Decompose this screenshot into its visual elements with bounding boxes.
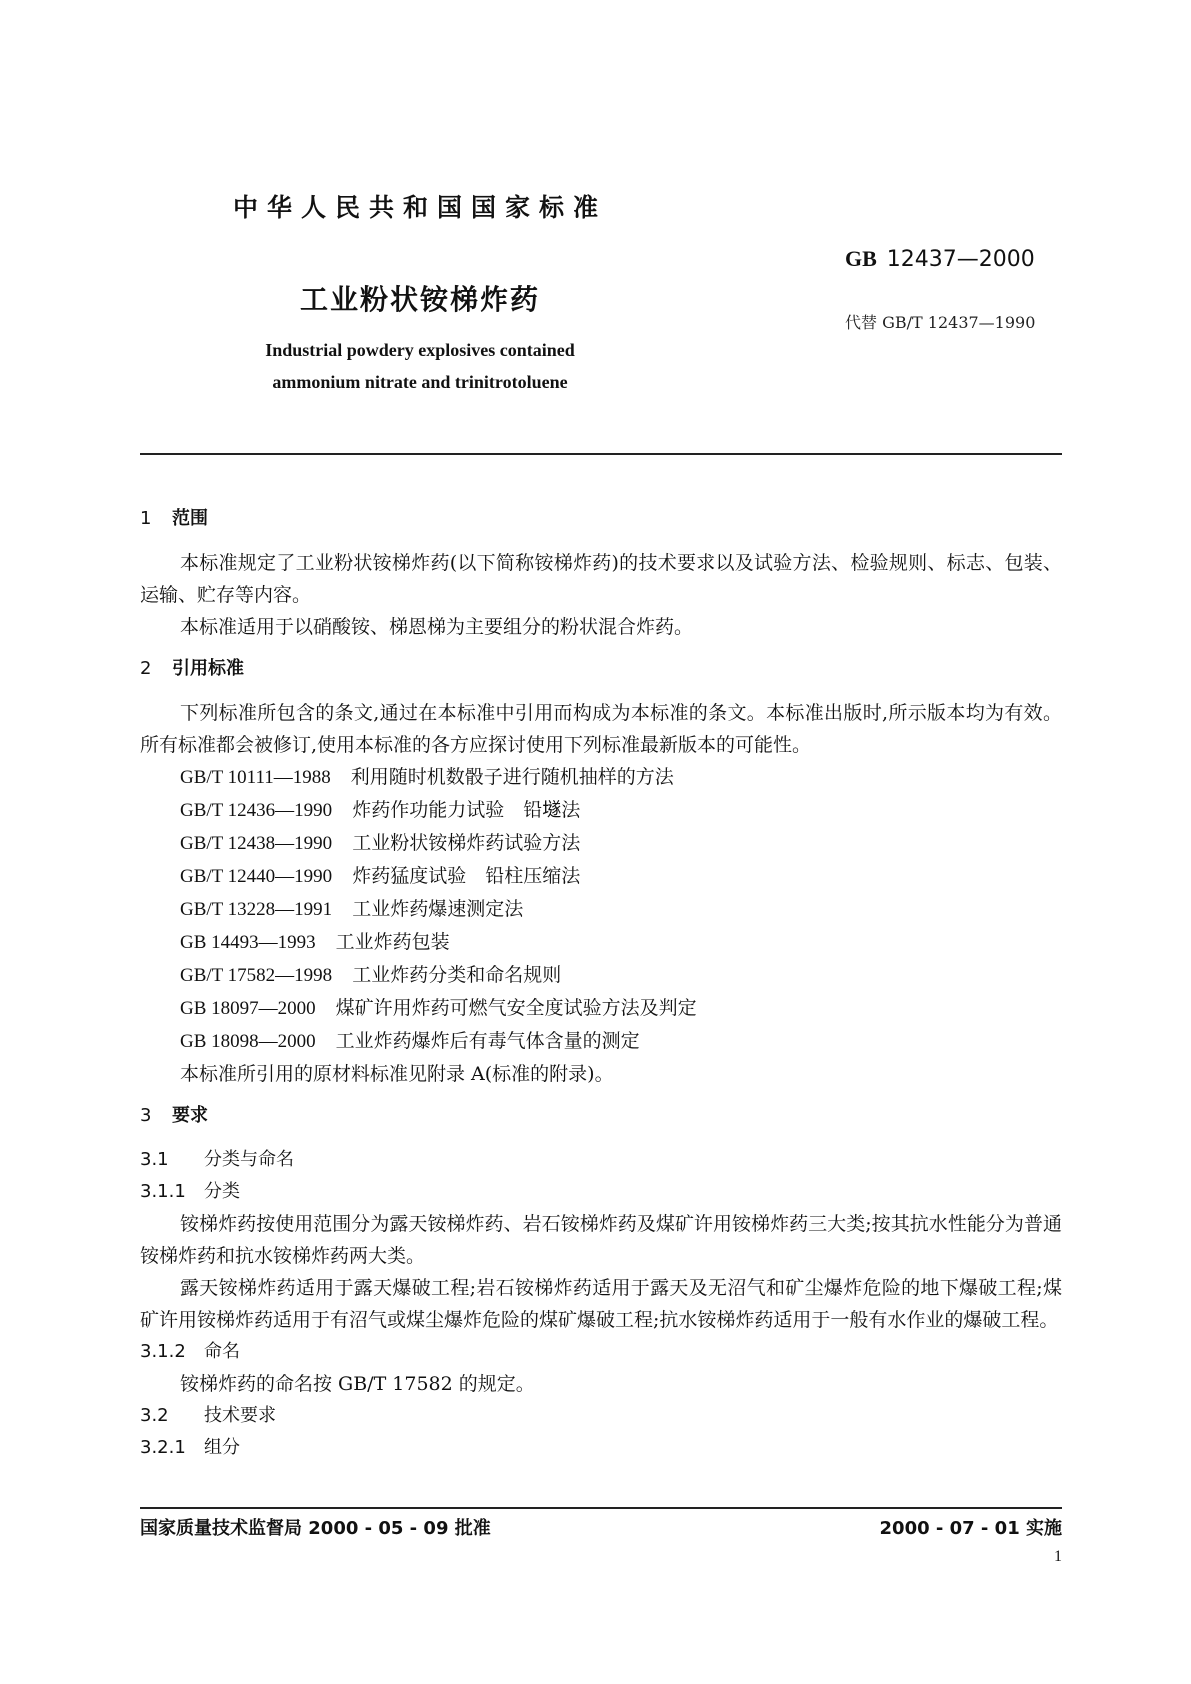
reference-code: GB 18097—2000	[180, 998, 316, 1019]
reference-item	[140, 992, 1062, 1025]
subsection-title: 命名	[204, 1341, 240, 1362]
reference-title: 利用随时机数骰子进行随机抽样的方法	[350, 766, 674, 788]
section-heading-requirements	[140, 1100, 1062, 1132]
reference-item	[140, 893, 1062, 926]
subsection-number: 3.1.2	[140, 1341, 186, 1362]
section-number: 2	[140, 658, 152, 679]
subsection-title: 分类与命名	[204, 1149, 294, 1170]
reference-title: 工业炸药分类和命名规则	[352, 964, 562, 986]
reference-code: GB/T 13228—1991	[180, 899, 333, 920]
reference-code: GB 18098—2000	[180, 1031, 316, 1052]
subsection-number: 3.1.1	[140, 1181, 186, 1202]
subsection-number: 3.2	[140, 1405, 169, 1426]
subsection-heading	[140, 1432, 1062, 1464]
reference-title: 工业粉状铵梯炸药试验方法	[352, 832, 581, 854]
paragraph: 下列标准所包含的条文,通过在本标准中引用而构成为本标准的条文。本标准出版时,所示版本均为有效。所有标准都会被修订,使用本标准的各方应探讨使用下列标准最新版本的可能性。	[140, 702, 1062, 756]
replaces-standard: 代替 GB/T 12437—1990	[845, 313, 1036, 332]
subsection-heading	[140, 1400, 1062, 1432]
page-number: 1	[1054, 1548, 1062, 1565]
reference-code: GB 14493—1993	[180, 932, 316, 953]
reference-title: 工业炸药爆炸后有毒气体含量的测定	[335, 1030, 640, 1052]
reference-title: 工业炸药包装	[335, 931, 450, 953]
section-number: 1	[140, 508, 152, 529]
standard-code	[845, 246, 1035, 272]
section-title: 范围	[172, 508, 208, 529]
document-body	[140, 503, 1062, 1464]
reference-code: GB/T 12440—1990	[180, 866, 333, 887]
standard-code-prefix: GB	[845, 246, 877, 271]
section-title: 引用标准	[172, 658, 244, 679]
section-heading-references	[140, 653, 1062, 685]
footer-divider	[140, 1507, 1062, 1509]
section-title: 要求	[172, 1105, 208, 1126]
reference-item	[140, 860, 1062, 893]
paragraph: 铵梯炸药的命名按 GB/T 17582 的规定。	[180, 1373, 535, 1395]
subsection-title: 分类	[204, 1181, 240, 1202]
document-title-en-line2: ammonium nitrate and trinitrotoluene	[272, 372, 568, 392]
reference-title: 炸药猛度试验 铅柱压缩法	[352, 865, 581, 887]
paragraph: 本标准规定了工业粉状铵梯炸药(以下简称铵梯炸药)的技术要求以及试验方法、检验规则、标志、包装、运输、贮存等内容。	[140, 552, 1062, 606]
subsection-heading	[140, 1336, 1062, 1368]
reference-item	[140, 1025, 1062, 1058]
document-title-en-line1: Industrial powdery explosives contained	[265, 340, 575, 360]
standard-code-number: 12437—2000	[886, 247, 1035, 272]
subsection-heading	[140, 1176, 1062, 1208]
subsection-number: 3.2.1	[140, 1437, 186, 1458]
paragraph: 铵梯炸药按使用范围分为露天铵梯炸药、岩石铵梯炸药及煤矿许用铵梯炸药三大类;按其抗水性能分为普通铵梯炸药和抗水铵梯炸药两大类。	[140, 1213, 1062, 1267]
reference-code: GB/T 17582—1998	[180, 965, 333, 986]
header-divider	[140, 453, 1062, 455]
subsection-title: 技术要求	[204, 1405, 276, 1426]
reference-item	[140, 761, 1062, 794]
subsection-number: 3.1	[140, 1149, 169, 1170]
paragraph: 露天铵梯炸药适用于露天爆破工程;岩石铵梯炸药适用于露天及无沼气和矿尘爆炸危险的地下爆破工程;煤矿许用铵梯炸药适用于有沼气或煤尘爆炸危险的煤矿爆破工程;抗水铵梯炸药适用于一般有水作业的爆破工程。	[140, 1277, 1062, 1331]
reference-code: GB/T 12438—1990	[180, 833, 333, 854]
reference-item	[140, 794, 1062, 827]
paragraph: 本标准适用于以硝酸铵、梯恩梯为主要组分的粉状混合炸药。	[180, 616, 694, 638]
reference-title: 工业炸药爆速测定法	[352, 898, 524, 920]
reference-item	[140, 926, 1062, 959]
subsection-heading	[140, 1144, 1062, 1176]
section-heading-scope	[140, 503, 1062, 535]
reference-item	[140, 959, 1062, 992]
subsection-title: 组分	[204, 1437, 240, 1458]
section-number: 3	[140, 1105, 152, 1126]
paragraph: 本标准所引用的原材料标准见附录 A(标准的附录)。	[180, 1063, 614, 1085]
implementation-date: 2000 - 07 - 01 实施	[879, 1518, 1062, 1539]
approval-date: 国家质量技术监督局 2000 - 05 - 09 批准	[140, 1518, 491, 1539]
reference-code: GB/T 12436—1990	[180, 800, 333, 821]
reference-item	[140, 827, 1062, 860]
document-title-zh: 工业粉状铵梯炸药	[299, 283, 540, 316]
reference-title: 炸药作功能力试验 铅𡑞法	[352, 799, 581, 821]
reference-code: GB/T 10111—1988	[180, 767, 331, 788]
reference-title: 煤矿许用炸药可燃气安全度试验方法及判定	[335, 997, 697, 1019]
national-standard-heading: 中华人民共和国国家标准	[232, 193, 607, 222]
